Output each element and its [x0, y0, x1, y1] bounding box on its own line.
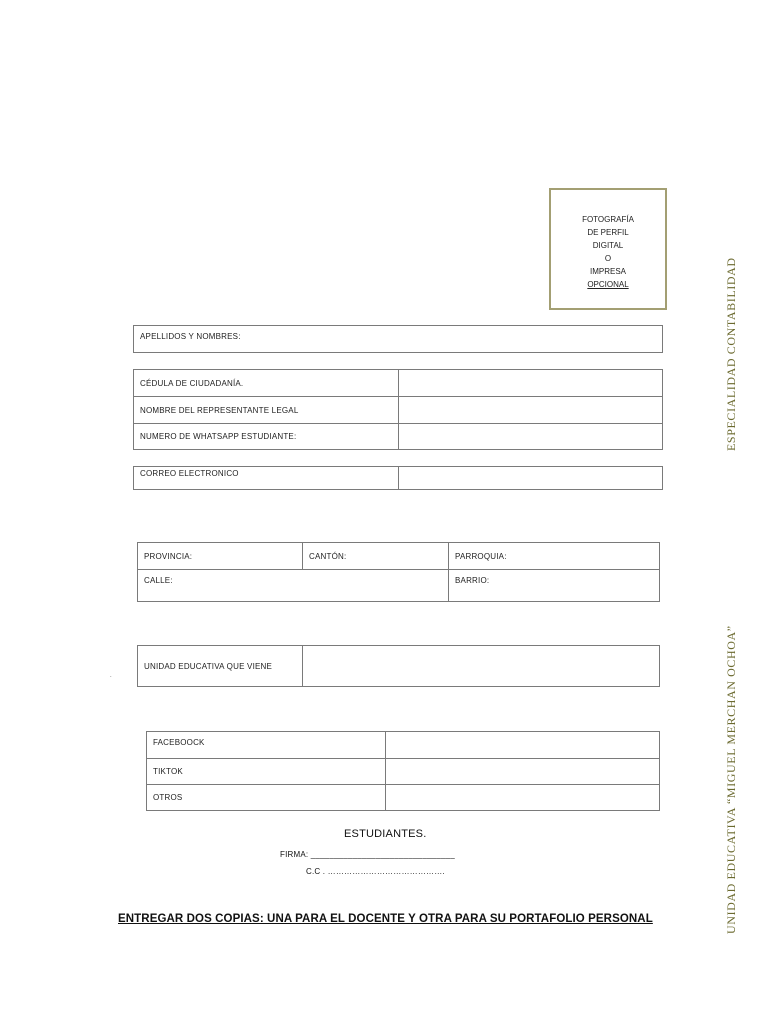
calle-label: CALLE:: [144, 576, 173, 585]
signature-line[interactable]: FIRMA: _______________________________: [280, 850, 455, 859]
parroquia-field[interactable]: [449, 543, 660, 570]
barrio-field[interactable]: [449, 570, 660, 602]
social-table: [146, 731, 660, 811]
canton-label: CANTÓN:: [309, 551, 347, 561]
whatsapp-label: NUMERO DE WHATSAPP ESTUDIANTE:: [134, 424, 399, 450]
tiktok-label: TIKTOK: [147, 759, 386, 785]
unidad-educativa-input[interactable]: [303, 646, 660, 687]
photo-line-3: DIGITAL: [592, 240, 624, 250]
email-label: CORREO ELECTRONICO: [134, 467, 399, 490]
photo-line-1: FOTOGRAFÍA: [582, 215, 634, 224]
representante-input[interactable]: [399, 397, 663, 424]
photo-instructions: [551, 214, 665, 291]
students-heading: ESTUDIANTES.: [344, 828, 427, 840]
whatsapp-input[interactable]: [399, 424, 663, 450]
address-table: [137, 542, 660, 602]
calle-field[interactable]: [138, 570, 449, 602]
provincia-label: PROVINCIA:: [144, 551, 193, 561]
school-vertical-text: UNIDAD EDUCATIVA “MIGUEL MERCHAN OCHOA”: [724, 625, 738, 934]
otros-input[interactable]: [386, 785, 660, 811]
names-field[interactable]: [134, 326, 663, 353]
unidad-educativa-label: UNIDAD EDUCATIVA QUE VIENE: [138, 646, 303, 687]
photo-placeholder: [549, 188, 667, 310]
representante-label: NOMBRE DEL REPRESENTANTE LEGAL: [134, 397, 399, 424]
email-input[interactable]: [399, 467, 663, 490]
specialty-vertical-text: ESPECIALIDAD CONTABILIDAD: [724, 257, 738, 451]
photo-line-2: DE PERFIL: [587, 227, 629, 237]
delivery-instructions: ENTREGAR DOS COPIAS: UNA PARA EL DOCENTE Y OTRA PARA SU PORTAFOLIO PERSONAL: [118, 913, 653, 925]
stray-mark: .: [110, 673, 112, 679]
photo-line-5: IMPRESA: [589, 266, 626, 276]
cedula-label: CÉDULA DE CIUDADANÍA.: [134, 370, 399, 397]
identity-table: [133, 369, 663, 450]
photo-line-4: O: [604, 253, 612, 263]
photo-line-6: OPCIONAL: [587, 279, 629, 289]
barrio-label: BARRIO:: [455, 576, 490, 585]
email-table: [133, 466, 663, 490]
names-table: [133, 325, 663, 353]
cedula-input[interactable]: [399, 370, 663, 397]
facebook-label: FACEBOOCK: [147, 732, 386, 759]
school-table: [137, 645, 660, 687]
tiktok-input[interactable]: [386, 759, 660, 785]
facebook-input[interactable]: [386, 732, 660, 759]
provincia-field[interactable]: [138, 543, 303, 570]
cc-line[interactable]: C.C . …………………………………….: [306, 867, 445, 876]
canton-field[interactable]: [303, 543, 449, 570]
names-label: APELLIDOS Y NOMBRES:: [140, 332, 241, 341]
otros-label: OTROS: [147, 785, 386, 811]
parroquia-label: PARROQUIA:: [455, 551, 507, 561]
